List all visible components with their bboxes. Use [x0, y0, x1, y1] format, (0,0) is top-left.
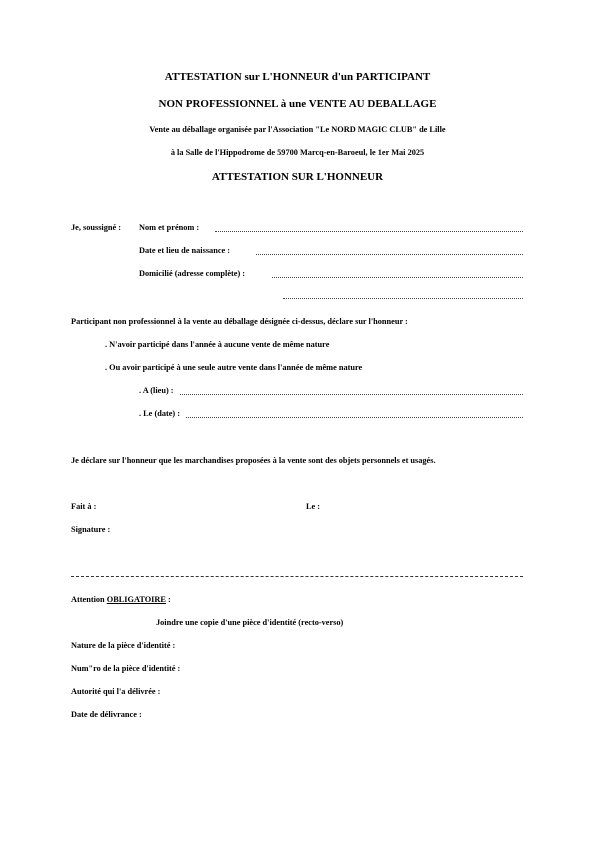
- subtitle-line-1: Vente au déballage organisée par l'Association "Le NORD MAGIC CLUB" de Lille: [149, 125, 446, 134]
- signature-label: Signature :: [71, 525, 111, 534]
- birth-field[interactable]: [256, 254, 523, 255]
- subtitle-line-2: à la Salle de l'Hippodrome de 59700 Marcq-en-Baroeul, le 1er Mai 2025: [170, 148, 425, 157]
- date-label: . Le (date) :: [139, 409, 181, 418]
- identity-lead: Je, soussigné :: [71, 223, 122, 232]
- authority-label: Autorité qui l'a délivrée :: [71, 687, 161, 696]
- option-no-participation: . N'avoir participé dans l'année à aucune vente de même nature: [105, 340, 330, 349]
- separator-line: [71, 576, 523, 577]
- date-field[interactable]: [186, 417, 523, 418]
- name-field[interactable]: [215, 231, 523, 232]
- address-label: Domicilié (adresse complète) :: [139, 269, 246, 278]
- section-title: ATTESTATION SUR L'HONNEUR: [211, 171, 384, 183]
- issue-date-label: Date de délivrance :: [71, 710, 142, 719]
- declaration-intro: Participant non professionnel à la vente au déballage désignée ci-dessus, déclare sur l'honneur :: [71, 317, 408, 326]
- place-label: . A (lieu) :: [139, 386, 174, 395]
- made-at-label: Fait à :: [71, 502, 97, 511]
- goods-statement: Je déclare sur l'honneur que les marchandises proposées à la vente sont des objets personnels et usagés.: [71, 456, 436, 465]
- name-label: Nom et prénom :: [139, 223, 200, 232]
- place-field[interactable]: [180, 394, 523, 395]
- mandatory-label: OBLIGATOIRE: [106, 595, 166, 604]
- attention-suffix: :: [165, 595, 171, 604]
- address-field-line-1[interactable]: [272, 277, 523, 278]
- doc-type-label: Nature de la pièce d'identité :: [71, 641, 176, 650]
- on-date-label: Le :: [306, 502, 321, 511]
- option-one-participation: . Ou avoir participé à une seule autre vente dans l'année de même nature: [105, 363, 363, 372]
- attention-prefix: Attention: [71, 595, 107, 604]
- doc-number-label: Num"ro de la pièce d'identité :: [71, 664, 181, 673]
- id-copy-instruction: Joindre une copie d'une pièce d'identité (recto-verso): [156, 618, 344, 627]
- title-line-2: NON PROFESSIONNEL à une VENTE AU DEBALLAGE: [158, 98, 437, 110]
- title-line-1: ATTESTATION sur L'HONNEUR d'un PARTICIPANT: [164, 71, 431, 83]
- birth-label: Date et lieu de naissance :: [139, 246, 231, 255]
- attention-line: [71, 595, 171, 604]
- address-field-line-2[interactable]: [283, 298, 523, 299]
